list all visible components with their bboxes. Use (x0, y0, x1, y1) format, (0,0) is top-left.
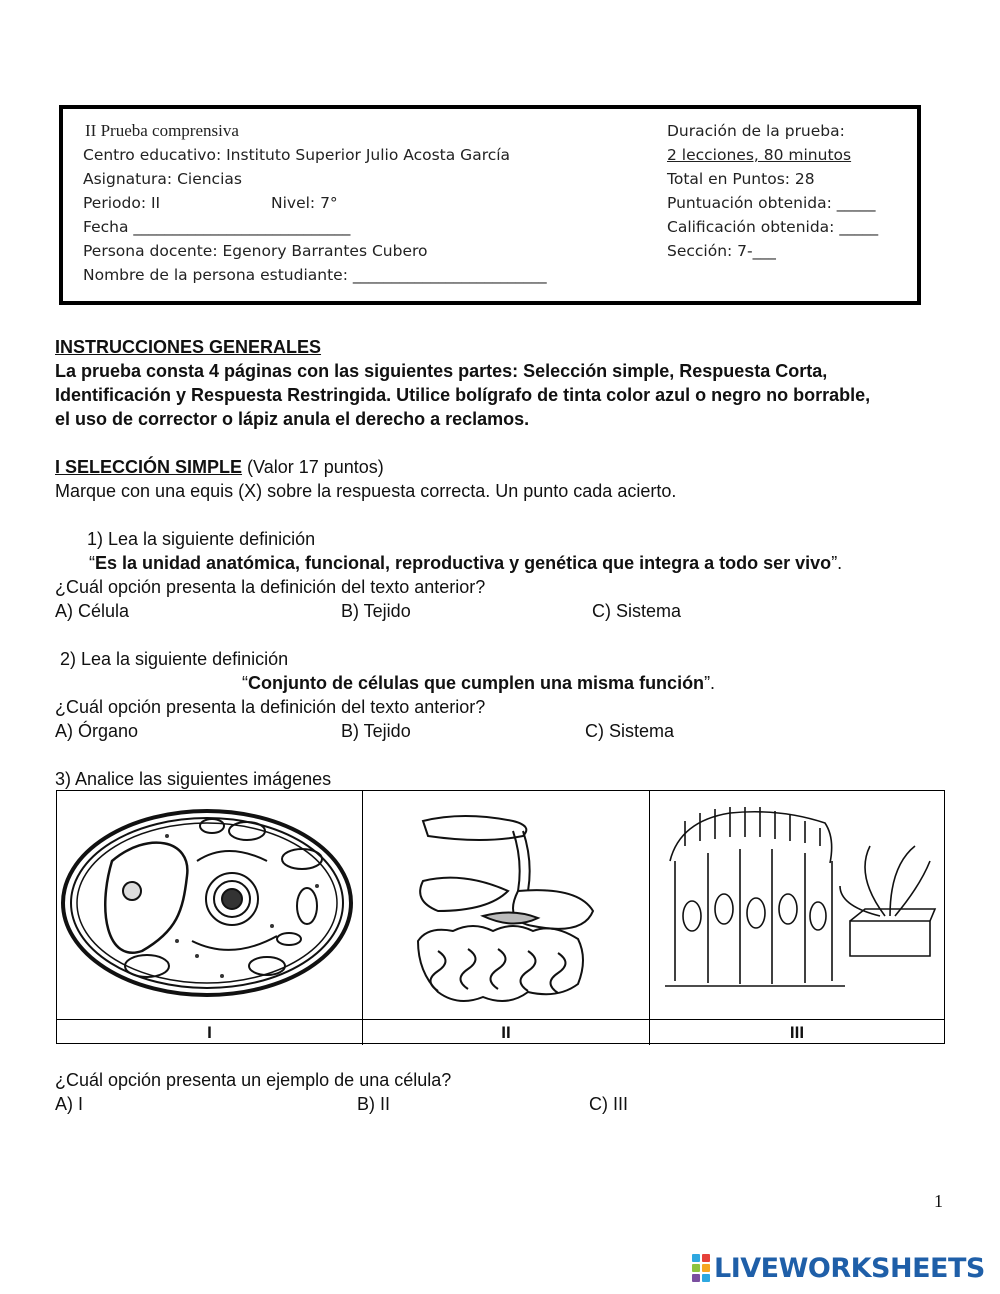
logo-text: LIVEWORKSHEETS (714, 1252, 985, 1284)
image-label: I (57, 1020, 363, 1045)
q1-option-b[interactable]: B) Tejido (341, 601, 411, 621)
q1-option-a[interactable]: A) Célula (55, 601, 130, 621)
logo-tile (702, 1274, 710, 1282)
section-value: (Valor 17 puntos) (242, 457, 384, 477)
q2-quote (242, 673, 715, 694)
digestive-system-illustration (363, 791, 650, 1019)
instructions-line: La prueba consta 4 páginas con las siguientes partes: Selección simple, Respuesta Corta, (55, 361, 828, 381)
liveworksheets-logo (692, 1252, 985, 1284)
q2-option-a[interactable]: A) Órgano (55, 721, 139, 741)
section-title-text: I SELECCIÓN SIMPLE (55, 457, 243, 477)
header-line: Persona docente: Egenory Barrantes Cubero (83, 242, 428, 260)
logo-tile (692, 1274, 700, 1282)
q1-quote-text: Es la unidad anatómica, funcional, reproductiva y genética que integra a todo ser vivo (95, 553, 832, 573)
q1-close-quote: ”. (831, 553, 843, 573)
header-line: Periodo: II (83, 194, 161, 212)
calificacion-field[interactable]: Calificación obtenida: _____ (667, 218, 879, 236)
q2-option-b[interactable]: B) Tejido (341, 721, 411, 741)
q3-intro: 3) Analice las siguientes imágenes (55, 769, 332, 789)
q2-close-quote: ”. (704, 673, 716, 693)
header-line: Asignatura: Ciencias (83, 170, 242, 188)
q3-option-c[interactable]: C) III (589, 1094, 628, 1114)
header-line: II Prueba comprensiva (85, 121, 239, 140)
header-line: Nivel: 7° (271, 194, 338, 212)
q1-open-quote: “ (89, 553, 95, 573)
header-line: 2 lecciones, 80 minutos (667, 146, 852, 164)
header-line: Centro educativo: Instituto Superior Julio Acosta García (83, 146, 511, 164)
instructions-line: Identificación y Respuesta Restringida. Utilice bolígrafo de tinta color azul o negro no borrable, (55, 385, 871, 405)
q1-option-c[interactable]: C) Sistema (592, 601, 682, 621)
q1-intro: 1) Lea la siguiente definición (87, 529, 316, 549)
q2-question: ¿Cuál opción presenta la definición del texto anterior? (55, 697, 486, 717)
page-number: 1 (934, 1191, 943, 1211)
q2-open-quote: “ (242, 673, 248, 693)
image-label: II (363, 1020, 650, 1045)
logo-tile (692, 1254, 700, 1262)
animal-cell-illustration (57, 791, 363, 1019)
q1-quote (89, 553, 842, 574)
image-label-row (57, 1019, 944, 1044)
section-instruction: Marque con una equis (X) sobre la respuesta correcta. Un punto cada acierto. (55, 481, 677, 501)
q3-question: ¿Cuál opción presenta un ejemplo de una célula? (55, 1070, 452, 1090)
header-box (59, 105, 921, 305)
student-name-field[interactable]: Nombre de la persona estudiante: _________________________ (83, 266, 547, 284)
instructions-title: INSTRUCCIONES GENERALES (55, 337, 322, 357)
image-label: III (789, 1023, 805, 1042)
q3-option-a[interactable]: A) I (55, 1094, 84, 1114)
header-line: Duración de la prueba: (667, 122, 845, 140)
q2-quote-text: Conjunto de células que cumplen una misma función (248, 673, 705, 693)
fecha-field[interactable]: Fecha ____________________________ (83, 218, 351, 236)
logo-mark-icon (692, 1254, 710, 1282)
logo-tile (692, 1264, 700, 1272)
cell-image (650, 791, 944, 1019)
epithelial-tissue-illustration (650, 791, 944, 1019)
seccion-field[interactable]: Sección: 7-___ (667, 242, 776, 260)
puntuacion-field[interactable]: Puntuación obtenida: _____ (667, 194, 876, 212)
q2-option-c[interactable]: C) Sistema (585, 721, 675, 741)
cell-image (57, 791, 363, 1019)
header-line: Total en Puntos: 28 (667, 170, 815, 188)
q2-intro: 2) Lea la siguiente definición (60, 649, 289, 669)
cell-image (363, 791, 650, 1019)
q3-option-b[interactable]: B) II (357, 1094, 391, 1114)
section-title (55, 457, 384, 478)
logo-tile (702, 1264, 710, 1272)
q1-question: ¿Cuál opción presenta la definición del texto anterior? (55, 577, 486, 597)
instructions-line: el uso de corrector o lápiz anula el derecho a reclamos. (55, 409, 530, 429)
logo-tile (702, 1254, 710, 1262)
image-table (56, 790, 945, 1044)
